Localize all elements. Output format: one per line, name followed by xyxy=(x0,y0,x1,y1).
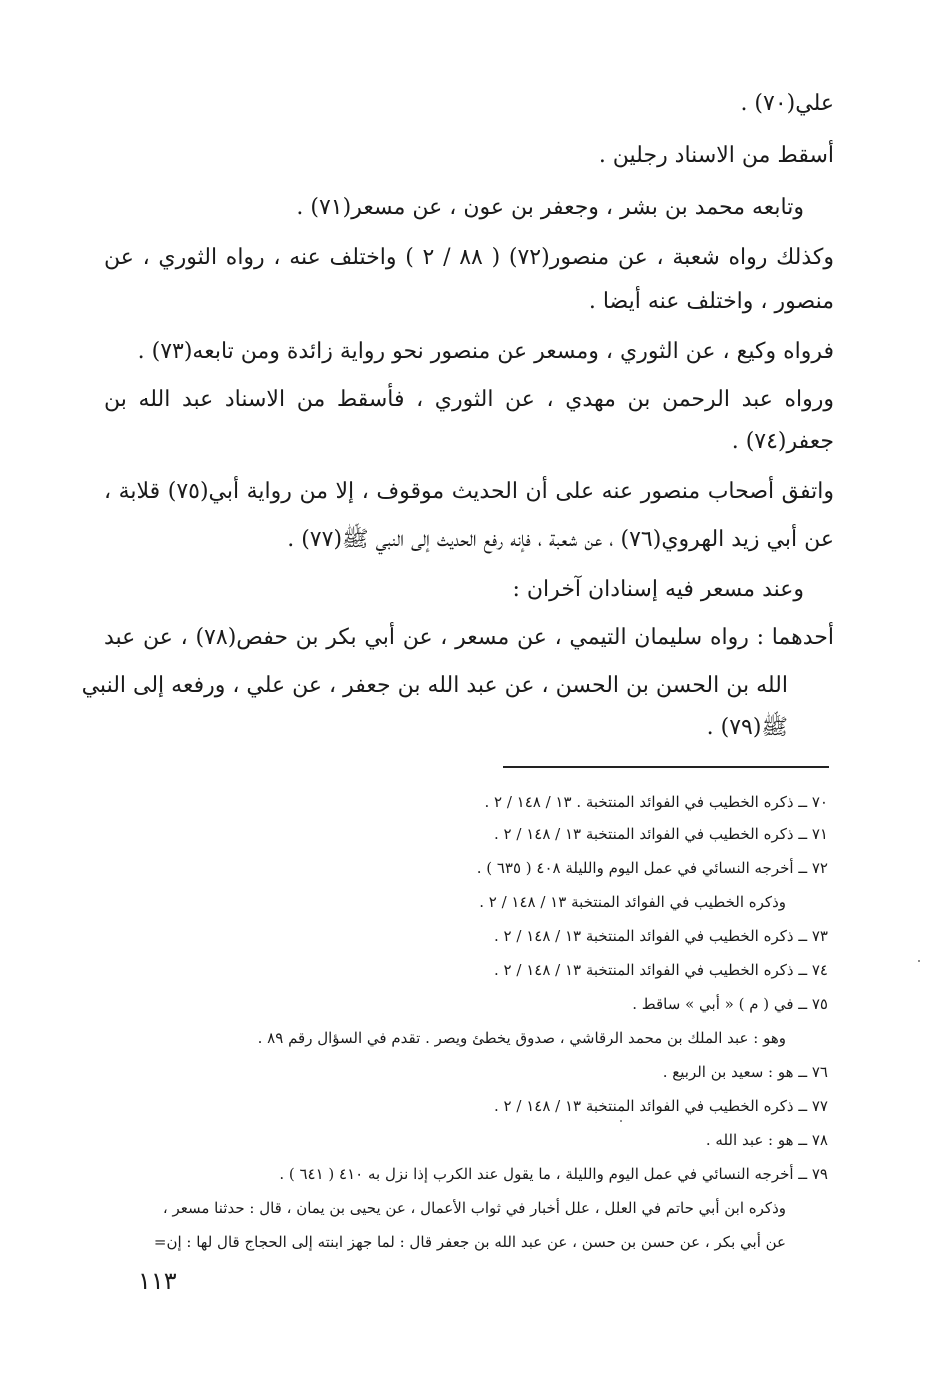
footnote-continuation: وهو : عبد الملك بن محمد الرقاشي ، صدوق يخطئ ويصر . تقدم في السؤال رقم ٨٩ . xyxy=(257,1029,786,1047)
footnote-continuation: وذكره الخطيب في الفوائد المنتخبة ١٣ / ١٤٨ / ٢ . xyxy=(479,893,786,911)
footnote: ٧٥ ــ في ( م ) « أبي » ساقط . xyxy=(632,995,828,1013)
text-line: عن أبي زيد الهروي(٧٦) ، عن شعبة ، فإنه رفع الحديث إلى النبي ﷺ(٧٧) . xyxy=(287,527,834,552)
footnote: ٧٣ ــ ذكره الخطيب في الفوائد المنتخبة ١٣ / ١٤٨ / ٢ . xyxy=(494,927,828,945)
text-line: أسقط من الاسناد رجلين . xyxy=(598,143,834,168)
text-line: فرواه وكيع ، عن الثوري ، ومسعر عن منصور نحو رواية زائدة ومن تابعه(٧٣) . xyxy=(137,339,834,364)
footnote-divider xyxy=(503,766,829,768)
footnote-continuation: عن أبي بكر ، عن حسن بن حسن ، عن عبد الله بن جعفر قال : لما جهز ابنته إلى الحجاج قال لها : إن= xyxy=(153,1233,786,1251)
footnote: ٧١ ــ ذكره الخطيب في الفوائد المنتخبة ١٣ / ١٤٨ / ٢ . xyxy=(494,825,828,843)
footnote: ٧٠ ــ ذكره الخطيب في الفوائد المنتخبة . ١٣ / ١٤٨ / ٢ . xyxy=(484,793,828,811)
text-line: ﷺ(٧٩) . xyxy=(706,715,788,740)
page-number: ١١٣ xyxy=(138,1267,177,1295)
footnote: ٧٧ ــ ذكره الخطيب في الفوائد المنتخبة ١٣ / ١٤٨ / ٢ . xyxy=(494,1097,828,1115)
text-line: واتفق أصحاب منصور عنه على أن الحديث موقوف ، إلا من رواية أبي(٧٥) قلابة ، xyxy=(104,479,834,504)
footnote: ٧٩ ــ أخرجه النسائي في عمل اليوم والليلة ، ما يقول عند الكرب إذا نزل به ٤١٠ ( ٦٤١ ) . xyxy=(279,1165,828,1183)
text-line: ورواه عبد الرحمن بن مهدي ، عن الثوري ، فأسقط من الاسناد عبد الله بن xyxy=(104,387,834,412)
text-line: وعند مسعر فيه إسنادان آخران : xyxy=(512,577,804,602)
footnote: ٧٦ ــ هو : سعيد بن الربيع . xyxy=(662,1063,828,1081)
footnote-continuation: وذكره ابن أبي حاتم في العلل ، علل أخبار في ثواب الأعمال ، عن يحيى بن يمان ، قال : حدثنا مسعر ، xyxy=(162,1199,786,1217)
text-line: منصور ، واختلف عنه أيضا . xyxy=(588,289,834,314)
scan-speck xyxy=(918,960,920,962)
text-line: علي(٧٠) . xyxy=(740,91,834,116)
footnote: ٧٤ ــ ذكره الخطيب في الفوائد المنتخبة ١٣ / ١٤٨ / ٢ . xyxy=(494,961,828,979)
text-line: أحدهما : رواه سليمان التيمي ، عن مسعر ، عن أبي بكر بن حفص(٧٨) ، عن عبد xyxy=(104,625,834,650)
text-line: وتابعه محمد بن بشر ، وجعفر بن عون ، عن مسعر(٧١) . xyxy=(296,195,804,220)
text-line: وكذلك رواه شعبة ، عن منصور(٧٢) ( ٨٨ / ٢ ) واختلف عنه ، رواه الثوري ، عن xyxy=(104,245,835,270)
text-line: جعفر(٧٤) . xyxy=(731,429,834,454)
footnote: ٧٢ ــ أخرجه النسائي في عمل اليوم والليلة ٤٠٨ ( ٦٣٥ ) . xyxy=(476,859,828,877)
scan-speck xyxy=(620,1120,622,1122)
footnote: ٧٨ ــ هو : عبد الله . xyxy=(705,1131,828,1149)
text-line: الله بن الحسن بن الحسن ، عن عبد الله بن جعفر ، عن علي ، ورفعه إلى النبي xyxy=(81,673,788,698)
